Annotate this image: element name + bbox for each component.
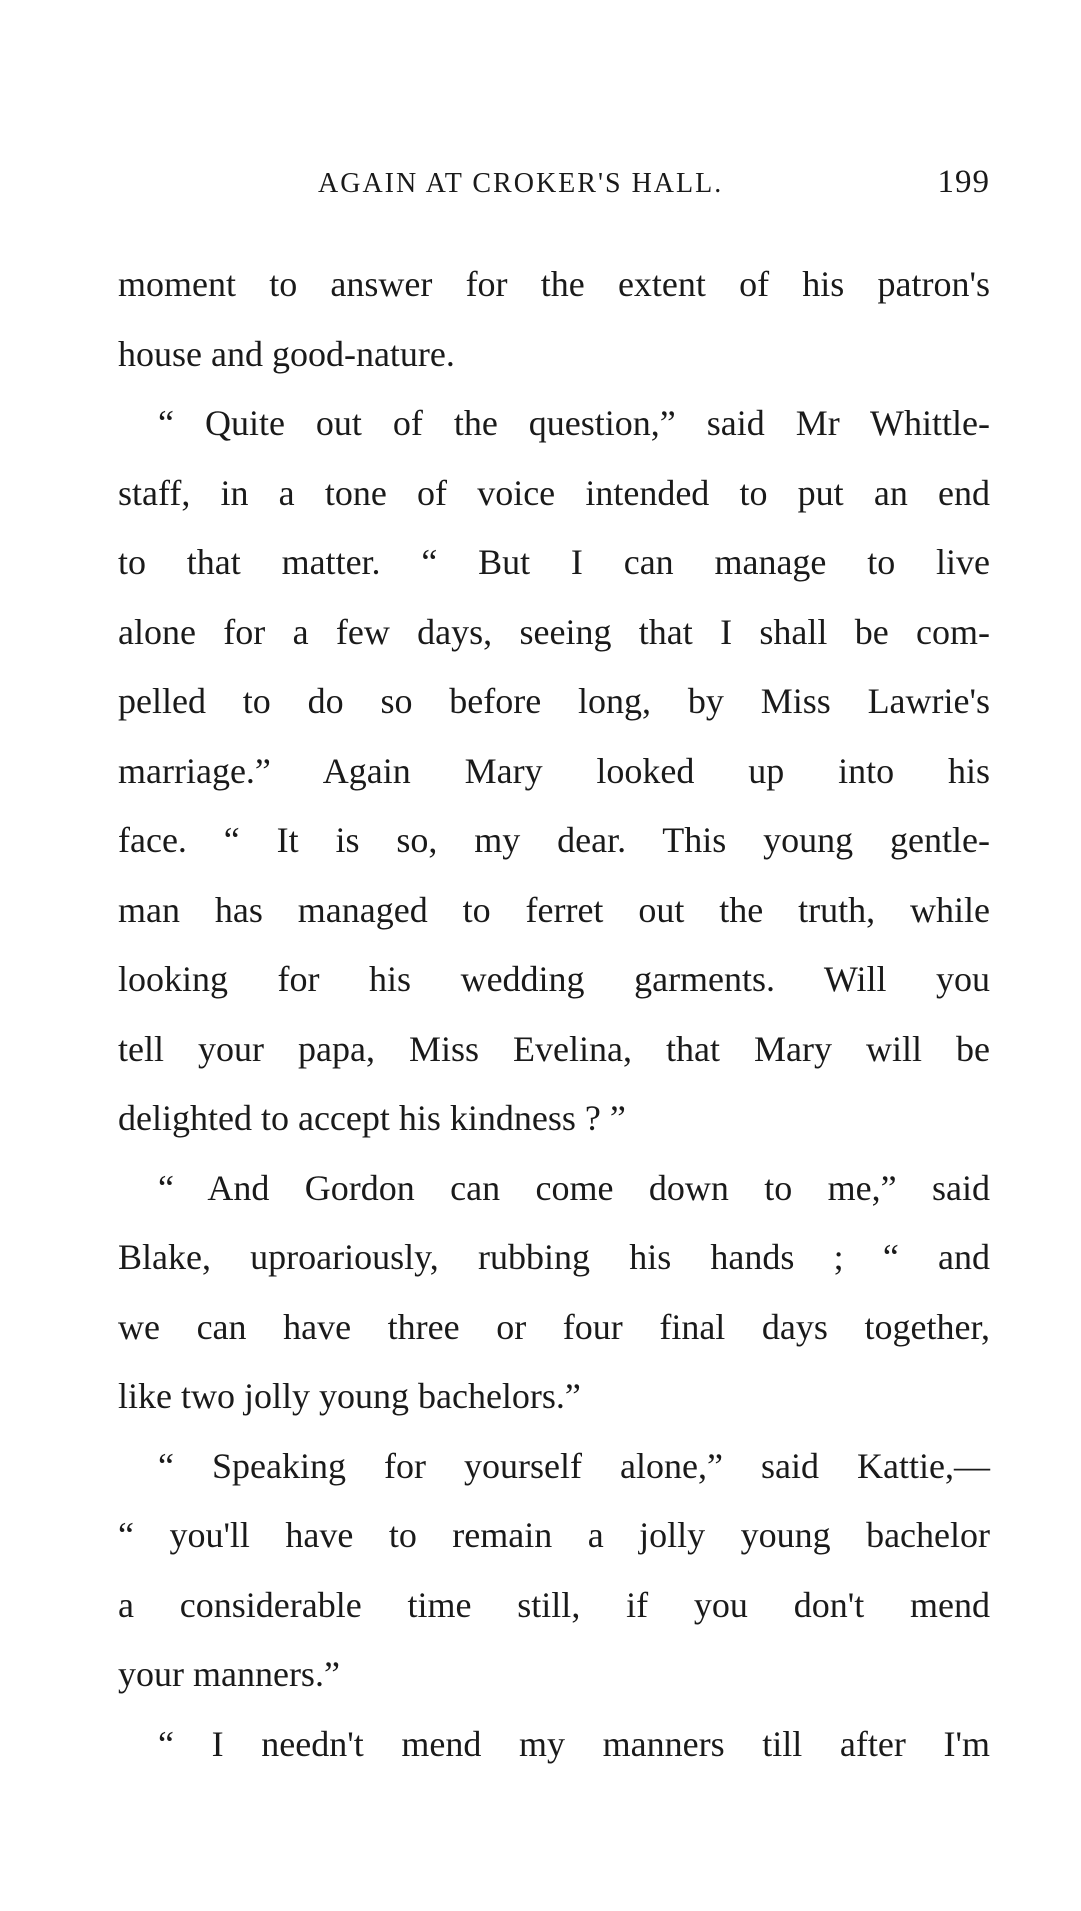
- text-line: moment to answer for the extent of his patron's: [118, 264, 990, 304]
- text-line: “ Speaking for yourself alone,” said Kattie,—: [158, 1445, 990, 1486]
- text-line: “ you'll have to remain a jolly young bachelor: [118, 1515, 990, 1555]
- text-line: house and good-nature.: [118, 333, 455, 374]
- text-line: face. “ It is so, my dear. This young gentle-: [118, 820, 990, 860]
- running-title: AGAIN AT CROKER'S HALL.: [318, 168, 724, 199]
- text-line: looking for his wedding garments. Will you: [118, 959, 990, 999]
- text-line: man has managed to ferret out the truth, while: [118, 889, 990, 930]
- text-line: “ I needn't mend my manners till after I'm: [158, 1723, 990, 1764]
- text-line: marriage.” Again Mary looked up into his: [118, 750, 990, 791]
- text-line: tell your papa, Miss Evelina, that Mary will be: [118, 1028, 990, 1069]
- text-line: like two jolly young bachelors.”: [118, 1376, 581, 1416]
- text-line: Blake, uproariously, rubbing his hands ; “ and: [118, 1237, 990, 1277]
- text-line: pelled to do so before long, by Miss Lawrie's: [118, 681, 990, 721]
- text-line: “ And Gordon can come down to me,” said: [158, 1167, 990, 1208]
- text-line: your manners.”: [118, 1654, 340, 1694]
- text-line: alone for a few days, seeing that I shall be com-: [118, 611, 990, 652]
- text-line: staff, in a tone of voice intended to put an end: [118, 472, 990, 513]
- running-head: [118, 164, 990, 204]
- text-line: delighted to accept his kindness ? ”: [118, 1098, 626, 1138]
- body-text: [118, 250, 990, 1779]
- text-line: a considerable time still, if you don't mend: [118, 1584, 990, 1625]
- page-number: 199: [937, 164, 990, 200]
- text-line: “ Quite out of the question,” said Mr Whittle-: [158, 403, 990, 443]
- text-line: we can have three or four final days together,: [118, 1306, 990, 1347]
- text-line: to that matter. “ But I can manage to live: [118, 542, 990, 582]
